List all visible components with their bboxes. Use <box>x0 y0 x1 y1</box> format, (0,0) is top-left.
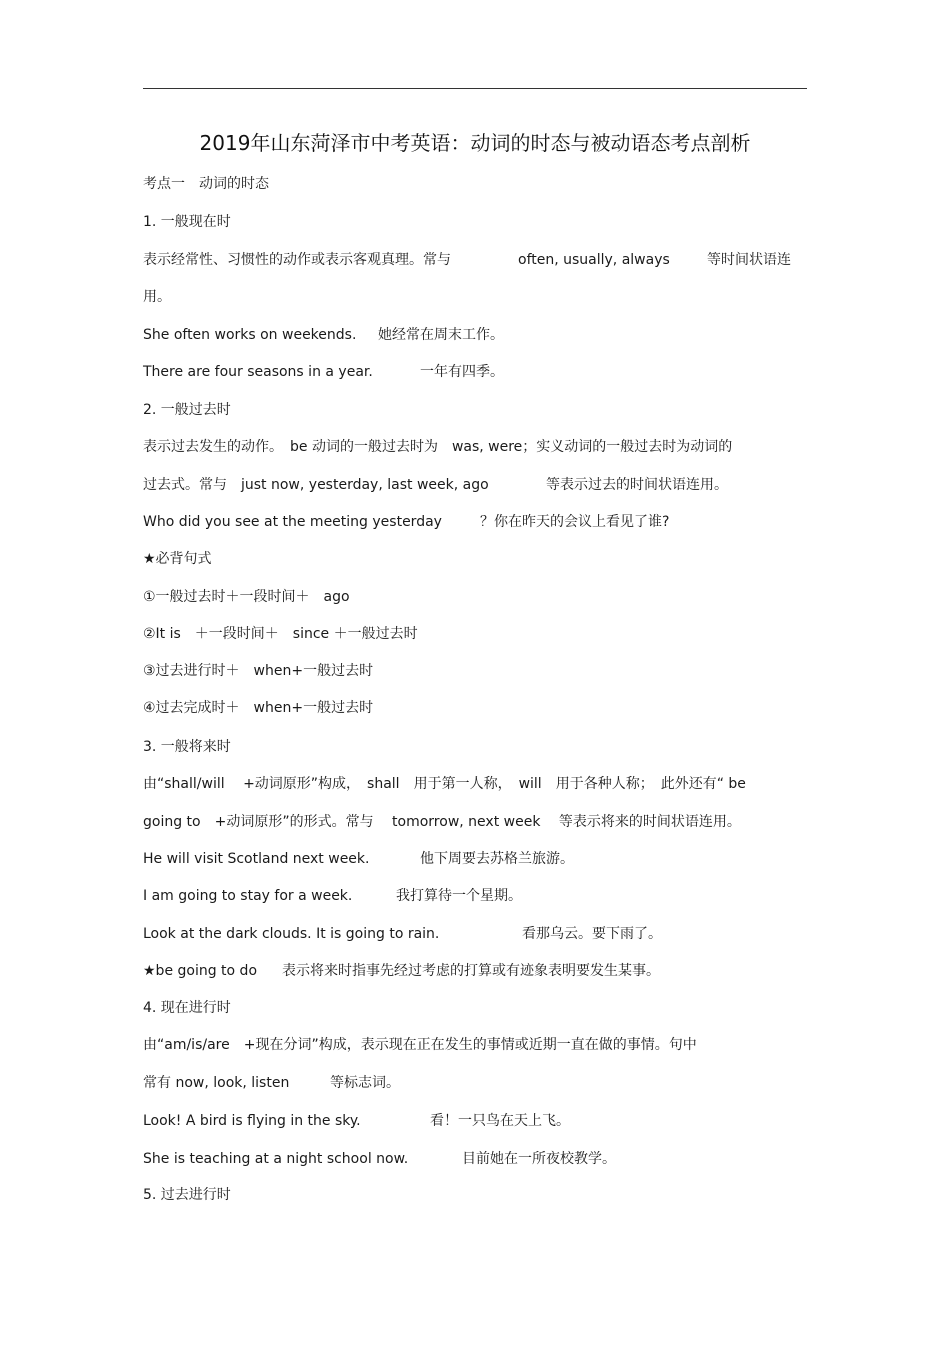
star-note: ★必背句式 <box>143 551 212 567</box>
example-english: Look at the dark clouds. It is going to rain. <box>143 926 440 942</box>
example-english: She often works on weekends. <box>143 327 357 343</box>
paragraph-text: 等标志词。 <box>330 1075 400 1091</box>
example-chinese: 一年有四季。 <box>420 364 504 380</box>
keyword-text: often, usually, always <box>518 252 670 268</box>
example-chinese: 看！一只鸟在天上飞。 <box>430 1113 570 1129</box>
paragraph-text: 等时间状语连 <box>707 252 791 268</box>
example-english: She is teaching at a night school now. <box>143 1151 409 1167</box>
page-title: 2019年山东菏泽市中考英语：动词的时态与被动语态考点剖析 <box>199 131 751 155</box>
example-english: There are four seasons in a year. <box>143 364 373 380</box>
paragraph-text: 表示过去发生的动作。 be 动词的一般过去时为 was, were；实义动词的一般过去时为动词的 <box>143 439 733 455</box>
star-note: ★be going to do <box>143 963 258 979</box>
example-chinese: 我打算待一个星期。 <box>396 888 522 904</box>
paragraph-text: 过去式。常与 just now, yesterday, last week, ago <box>143 477 489 493</box>
example-english: He will visit Scotland next week. <box>143 851 370 867</box>
paragraph-text: 表示经常性、习惯性的动作或表示客观真理。常与 <box>143 252 451 268</box>
pattern-item: ①一般过去时＋一段时间＋ ago <box>143 589 350 605</box>
subsection-heading: 2. 一般过去时 <box>143 402 231 418</box>
pattern-item: ④过去完成时＋ when+一般过去时 <box>143 700 374 716</box>
subsection-heading: 4. 现在进行时 <box>143 1000 231 1016</box>
section-heading: 考点一 动词的时态 <box>143 176 269 192</box>
example-chinese: ？你在昨天的会议上看见了谁? <box>480 514 670 530</box>
paragraph-text: 等表示过去的时间状语连用。 <box>546 477 728 493</box>
subsection-heading: 3. 一般将来时 <box>143 739 231 755</box>
example-chinese: 看那乌云。要下雨了。 <box>522 926 662 942</box>
paragraph-text: 用。 <box>143 289 171 305</box>
example-chinese: 她经常在周末工作。 <box>378 327 504 343</box>
star-note-text: 表示将来时指事先经过考虑的打算或有迹象表明要发生某事。 <box>282 963 660 979</box>
paragraph-text: 由“shall/will +动词原形”构成， shall 用于第一人称， will 用于各种人称； 此外还有“ be <box>143 776 746 792</box>
pattern-item: ②It is ＋一段时间＋ since ＋一般过去时 <box>143 626 418 642</box>
pattern-item: ③过去进行时＋ when+一般过去时 <box>143 663 374 679</box>
paragraph-text: going to +动词原形”的形式。常与 tomorrow, next week 等表示将来的时间状语连用。 <box>143 814 741 830</box>
example-english: Look! A bird is flying in the sky. <box>143 1113 361 1129</box>
example-english: I am going to stay for a week. <box>143 888 353 904</box>
subsection-heading: 1. 一般现在时 <box>143 214 231 230</box>
example-chinese: 目前她在一所夜校教学。 <box>462 1151 616 1167</box>
example-english: Who did you see at the meeting yesterday <box>143 514 442 530</box>
subsection-heading: 5. 过去进行时 <box>143 1187 231 1203</box>
example-chinese: 他下周要去苏格兰旅游。 <box>420 851 574 867</box>
paragraph-text: 由“am/is/are +现在分词”构成，表示现在正在发生的事情或近期一直在做的事情。句中 <box>143 1037 697 1053</box>
paragraph-text: 常有 now, look, listen <box>143 1075 290 1091</box>
header-rule <box>143 88 807 89</box>
